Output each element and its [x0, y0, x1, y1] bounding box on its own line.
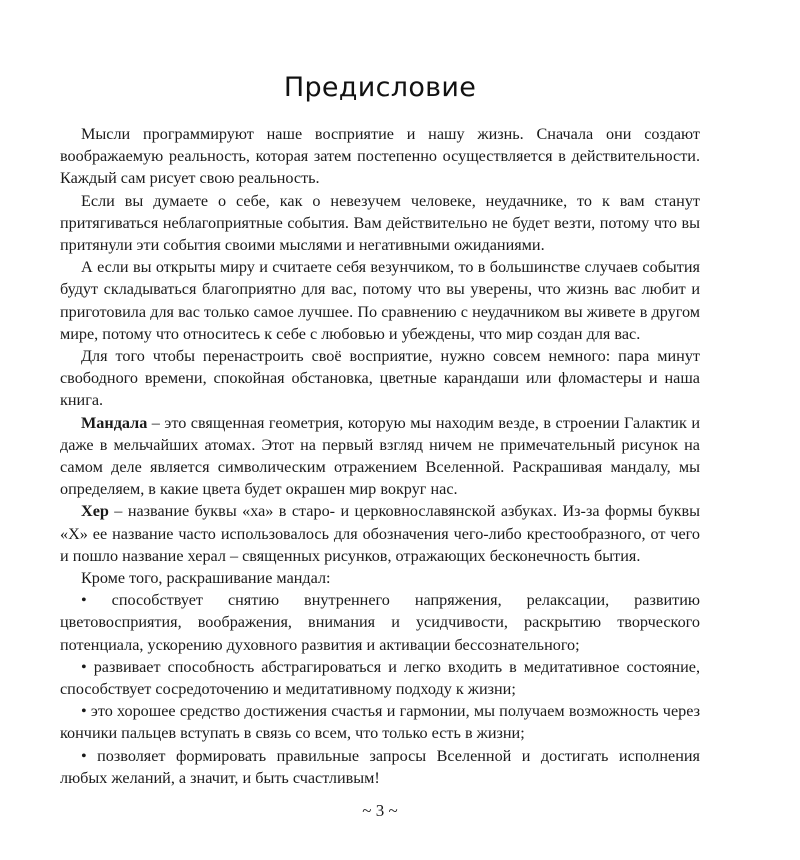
paragraph-text: – название буквы «ха» в старо- и церковнославянской азбуках. Из-за формы буквы «Х» ее название часто использовалось для обозначения чего-либо крестообразного, от чего и пошло название херал – священных рисунков, отражающих бесконечность бытия. [60, 502, 700, 565]
bullet-item-4 [60, 745, 700, 789]
bullet-item-3 [60, 700, 700, 744]
bullet-text: • развивает способность абстрагироваться и легко входить в медитативное состояние, способствует сосредоточению и медитативному подходу к жизни; [60, 657, 700, 699]
bullet-item-2 [60, 656, 700, 700]
body-text [60, 123, 700, 789]
term-mandala: Мандала [81, 413, 148, 432]
page-number: ~ 3 ~ [362, 801, 398, 821]
paragraph-text: А если вы открыты миру и считаете себя везунчиком, то в большинстве случаев события будут складываться благоприятно для вас, потому что вы уверены, что жизнь вас любит и приготовила для вас только самое лучшее. По сравнению с неудачником вы живете в другом мире, потому что относитесь к себе с любовью и убеждены, что мир создан для вас. [60, 258, 700, 343]
paragraph-text: Кроме того, раскрашивание мандал: [81, 569, 331, 588]
paragraph-7 [60, 567, 700, 589]
paragraph-text: Мысли программируют наше восприятие и нашу жизнь. Сначала они создают воображаемую реальность, которая затем постепенно осуществляется в действительности. Каждый сам рисует свою реальность. [60, 125, 700, 188]
bullet-text: • позволяет формировать правильные запросы Вселенной и достигать исполнения любых желаний, а значит, и быть счастливым! [60, 746, 700, 787]
bullet-item-1 [60, 589, 700, 656]
paragraph-kher [60, 500, 700, 567]
bullet-text: • способствует снятию внутреннего напряжения, релаксации, развитию цветовосприятия, воображения, внимания и усидчивости, раскрытию творческого потенциала, ускорению духовного развития и активации бессознательного; [60, 591, 700, 654]
paragraph-4 [60, 345, 700, 412]
paragraph-text: – это священная геометрия, которую мы находим везде, в строении Галактик и даже в мельчайших атомах. Этот на первый взгляд ничем не примечательный рисунок на самом деле является символическим отражением Вселенной. Раскрашивая мандалу, мы определяем, в какие цвета будет окрашен мир вокруг нас. [60, 413, 700, 499]
paragraph-3 [60, 256, 700, 345]
paragraph-1 [60, 123, 700, 190]
paragraph-2 [60, 190, 700, 257]
book-page [60, 72, 700, 821]
page-title: Предисловие [283, 72, 477, 103]
term-kher: Хер [81, 502, 109, 521]
bullet-text: • это хорошее средство достижения счастья и гармонии, мы получаем возможность через кончики пальцев вступать в связь со всем, что только есть в жизни; [60, 702, 700, 743]
paragraph-text: Если вы думаете о себе, как о невезучем человеке, неудачнике, то к вам станут притягиваться неблагоприятные события. Вам действительно не будет везти, потому что вы притянули эти события своими мыслями и негативными ожиданиями. [60, 191, 700, 255]
paragraph-text: Для того чтобы перенастроить своё восприятие, нужно совсем немного: пара минут свободного времени, спокойная обстановка, цветные карандаши или фломастеры и наша книга. [60, 347, 700, 410]
paragraph-mandala [60, 412, 700, 501]
